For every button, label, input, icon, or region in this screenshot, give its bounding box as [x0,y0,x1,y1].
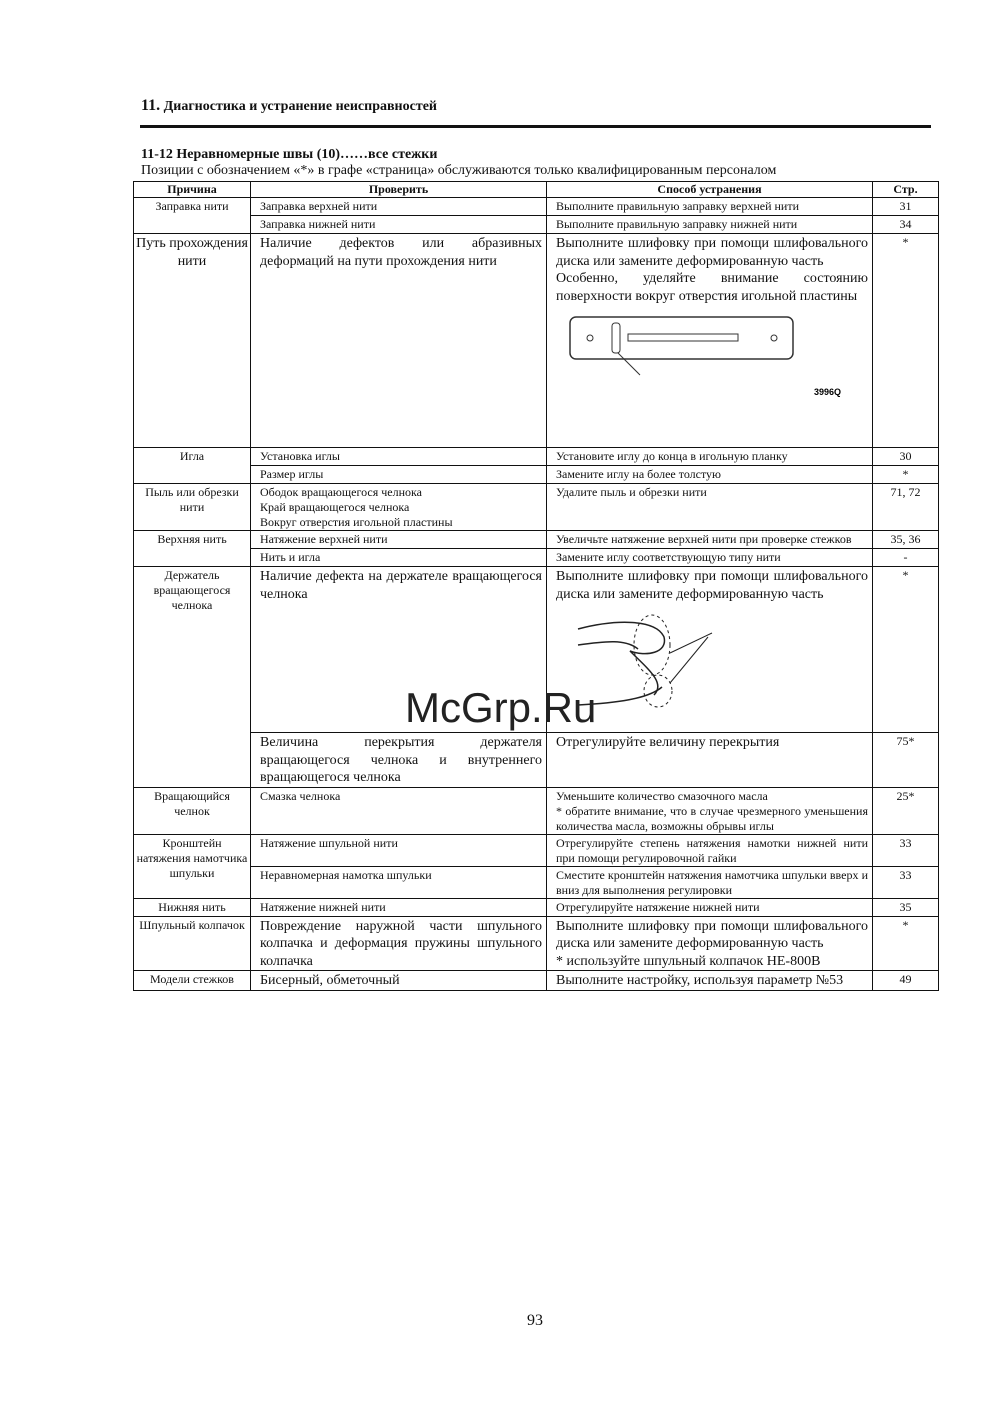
fix-cell: Выполните правильную заправку нижней нити [547,216,873,234]
page-cell: 33 [873,834,939,866]
table-row [134,549,939,567]
cause-cell: Модели стежков [134,971,251,991]
needle-plate-figure [556,311,856,403]
figure-label: 3996Q [814,387,842,397]
table-row [134,216,939,234]
troubleshooting-table [133,181,939,991]
page-cell: 34 [873,216,939,234]
table-row [134,971,939,991]
fix-text: Уменьшите количество смазочного масла [556,788,768,803]
hook-holder-figure [556,609,856,713]
page-cell: 35, 36 [873,531,939,549]
chapter-title: Диагностика и устранение неисправностей [163,99,437,114]
fix-cell: Увеличьте натяжение верхней нити при проверке стежков [547,531,873,549]
check-cell: Нить и игла [251,549,547,567]
note-text: Позиции с обозначением «*» в графе «страница» обслуживаются только квалифицированным персоналом [141,163,777,178]
page-cell: - [873,549,939,567]
fix-cell: Установите иглу до конца в игольную планку [547,448,873,466]
fix-cell [547,234,873,448]
check-cell: Повреждение наружной части шпульного колпачка и деформация пружины шпульного колпачка [251,916,547,971]
check-line: Вокруг отверстия игольной пластины [260,515,453,529]
table-row [134,234,939,448]
fix-cell [547,787,873,834]
check-cell: Наличие дефектов или абразивных деформаций на пути прохождения нити [251,234,547,448]
table-row [134,733,939,788]
table-row [134,448,939,466]
header-check: Проверить [251,182,547,198]
check-cell: Размер иглы [251,466,547,484]
table-row [134,916,939,971]
page-number: 93 [527,1312,543,1329]
fix-text: Выполните шлифовку при помощи шлифовального диска или замените деформированную часть [556,236,868,269]
fix-cell: Отрегулируйте натяжение нижней нити [547,898,873,916]
fix-cell: Сместите кронштейн натяжения намотчика шпульки вверх и вниз для выполнения регулировки [547,866,873,898]
page-cell: * [873,567,939,733]
section-title: 11-12 Неравномерные швы (10)……все стежки [141,147,438,162]
page-cell: 30 [873,448,939,466]
table-row [134,787,939,834]
fix-cell [547,916,873,971]
header-cause: Причина [134,182,251,198]
check-cell: Заправка нижней нити [251,216,547,234]
table-row [134,898,939,916]
fix-cell: Удалите пыль и обрезки нити [547,484,873,531]
watermark: McGrp.Ru [405,684,597,731]
table-header-row [134,182,939,198]
check-cell: Неравномерная намотка шпульки [251,866,547,898]
check-cell: Заправка верхней нити [251,198,547,216]
page-cell: * [873,916,939,971]
fix-text: * используйте шпульный колпачок HE-800B [556,953,821,969]
chapter-header [141,97,437,115]
cause-cell: Вращающийся челнок [134,787,251,834]
header-fix: Способ устранения [547,182,873,198]
check-cell: Натяжение шпульной нити [251,834,547,866]
check-cell: Величина перекрытия держателя вращающегося челнока и внутреннего вращающегося челнока [251,733,547,788]
page-cell: * [873,466,939,484]
fix-cell: Замените иглу соответствующую типу нити [547,549,873,567]
page-cell: 71, 72 [873,484,939,531]
check-cell: Установка иглы [251,448,547,466]
page-cell: 35 [873,898,939,916]
fix-text: * обратите внимание, что в случае чрезмерного уменьшения количества масла, возможны обрывы иглы [556,803,868,833]
table-row [134,531,939,549]
check-cell: Наличие дефекта на держателе вращающегося челнока [251,567,547,733]
fix-cell: Выполните настройку, используя параметр №53 [547,971,873,991]
cause-cell: Пыль или обрезки нити [134,484,251,531]
cause-cell: Нижняя нить [134,898,251,916]
page-cell: 31 [873,198,939,216]
header-rule [140,125,931,128]
cause-cell: Кронштейн натяжения намотчика шпульки [134,834,251,898]
cause-cell: Игла [134,448,251,484]
check-line: Край вращающегося челнока [260,500,410,514]
fix-text: Выполните шлифовку при помощи шлифовального диска или замените деформированную часть [556,569,868,602]
check-line: Ободок вращающегося челнока [260,485,422,499]
check-cell: Бисерный, обметочный [251,971,547,991]
header-page: Стр. [873,182,939,198]
chapter-number: 11. [141,97,161,114]
cause-cell: Шпульный колпачок [134,916,251,971]
check-cell [251,484,547,531]
cause-cell: Верхняя нить [134,531,251,567]
page-cell: 33 [873,866,939,898]
table-row [134,198,939,216]
fix-cell: Замените иглу на более толстую [547,466,873,484]
page-cell: 75* [873,733,939,788]
check-cell: Натяжение верхней нити [251,531,547,549]
table-row [134,834,939,866]
fix-text: Особенно, уделяйте внимание состоянию поверхности вокруг отверстия игольной пластины [556,271,868,304]
fix-cell: Отрегулируйте степень натяжения намотки нижней нити при помощи регулировочной гайки [547,834,873,866]
fix-cell: Отрегулируйте величину перекрытия [547,733,873,788]
page-cell: 49 [873,971,939,991]
fix-cell: Выполните правильную заправку верхней нити [547,198,873,216]
table-row [134,484,939,531]
page-cell: * [873,234,939,448]
table-row [134,466,939,484]
check-cell: Натяжение нижней нити [251,898,547,916]
fix-text: Выполните шлифовку при помощи шлифовального диска или замените деформированную часть [556,918,868,951]
page-cell: 25* [873,787,939,834]
table-row [134,866,939,898]
cause-cell: Держатель вращающегося челнока [134,567,251,788]
cause-cell: Заправка нити [134,198,251,234]
cause-cell: Путь прохождения нити [134,234,251,448]
check-cell: Смазка челнока [251,787,547,834]
